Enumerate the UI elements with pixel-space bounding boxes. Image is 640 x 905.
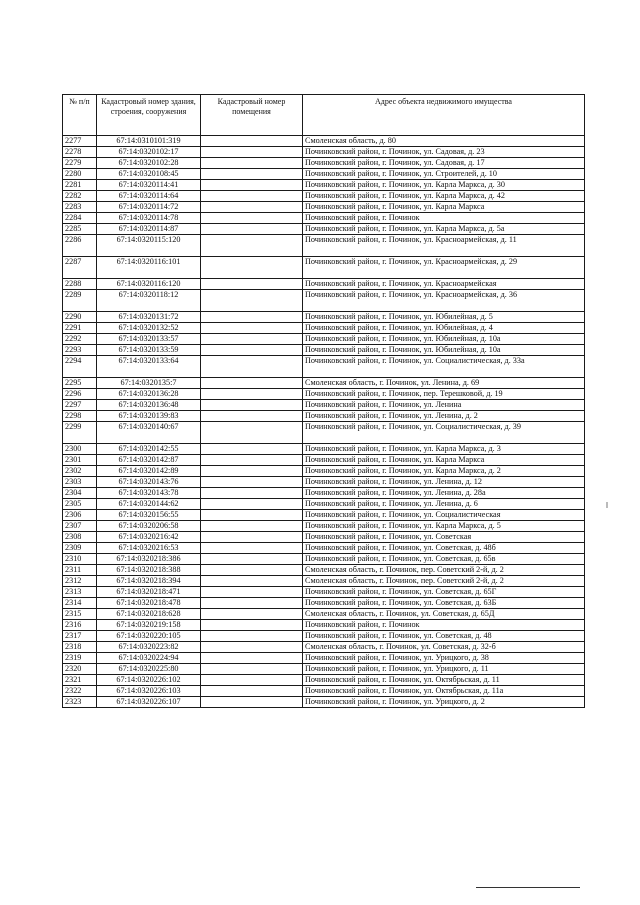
object-address: Починковский район, г. Починок, ул. Октябрьская, д. 11 [303,675,585,686]
row-number: 2294 [63,356,97,378]
room-cadastral-number [201,158,303,169]
building-cadastral-number: 67:14:0320144:62 [97,499,201,510]
object-address: Починковский район, г. Починок, ул. Юбилейная, д. 4 [303,323,585,334]
building-cadastral-number: 67:14:0320139:83 [97,411,201,422]
table-row [63,521,585,532]
building-cadastral-number: 67:14:0320156:55 [97,510,201,521]
building-cadastral-number: 67:14:0320135:7 [97,378,201,389]
row-number: 2289 [63,290,97,312]
building-cadastral-number: 67:14:0320220:105 [97,631,201,642]
table-row [63,477,585,488]
building-cadastral-number: 67:14:0320116:120 [97,279,201,290]
object-address: Починковский район, г. Починок, ул. Юбилейная, д. 5 [303,312,585,323]
object-address: Смоленская область, г. Починок, ул. Ленина, д. 69 [303,378,585,389]
object-address: Починковский район, г. Починок, ул. Советская, д. 63Б [303,598,585,609]
row-number: 2305 [63,499,97,510]
room-cadastral-number [201,631,303,642]
object-address: Починковский район, г. Починок, ул. Карла Маркса, д. 2 [303,466,585,477]
building-cadastral-number: 67:14:0320133:64 [97,356,201,378]
room-cadastral-number [201,378,303,389]
table-row [63,565,585,576]
building-cadastral-number: 67:14:0320226:102 [97,675,201,686]
room-cadastral-number [201,664,303,675]
row-number: 2318 [63,642,97,653]
row-number: 2302 [63,466,97,477]
room-cadastral-number [201,180,303,191]
row-number: 2277 [63,136,97,147]
object-address: Починковский район, г. Починок, ул. Карла Маркса, д. 3 [303,444,585,455]
row-number: 2286 [63,235,97,257]
building-cadastral-number: 67:14:0320143:76 [97,477,201,488]
room-cadastral-number [201,389,303,400]
object-address: Починковский район, г. Починок, ул. Карла Маркса [303,455,585,466]
object-address: Починковский район, г. Починок, ул. Социалистическая [303,510,585,521]
row-number: 2312 [63,576,97,587]
header-address: Адрес объекта недвижимого имущества [303,95,585,136]
object-address: Починковский район, г. Починок, ул. Красноармейская, д. 11 [303,235,585,257]
object-address: Починковский район, г. Починок, ул. Октябрьская, д. 11а [303,686,585,697]
table-row [63,488,585,499]
row-number: 2295 [63,378,97,389]
building-cadastral-number: 67:14:0320102:17 [97,147,201,158]
object-address: Починковский район, г. Починок, ул. Советская [303,532,585,543]
room-cadastral-number [201,697,303,708]
room-cadastral-number [201,147,303,158]
row-number: 2319 [63,653,97,664]
row-number: 2298 [63,411,97,422]
table-row [63,598,585,609]
room-cadastral-number [201,279,303,290]
building-cadastral-number: 67:14:0320102:28 [97,158,201,169]
table-row [63,664,585,675]
room-cadastral-number [201,499,303,510]
row-number: 2311 [63,565,97,576]
object-address: Починковский район, г. Починок, ул. Советская, д. 65Г [303,587,585,598]
row-number: 2320 [63,664,97,675]
room-cadastral-number [201,257,303,279]
table-row [63,620,585,631]
building-cadastral-number: 67:14:0320108:45 [97,169,201,180]
table-row [63,389,585,400]
table-row [63,136,585,147]
table-row [63,334,585,345]
table-row [63,576,585,587]
room-cadastral-number [201,323,303,334]
table-row [63,191,585,202]
object-address: Починковский район, г. Починок, ул. Урицкого, д. 2 [303,697,585,708]
row-number: 2296 [63,389,97,400]
object-address: Починковский район, г. Починок, ул. Советская, д. 48 [303,631,585,642]
object-address: Смоленская область, г. Починок, пер. Советский 2-й, д. 2 [303,576,585,587]
object-address: Починковский район, г. Починок, ул. Юбилейная, д. 10а [303,334,585,345]
room-cadastral-number [201,686,303,697]
room-cadastral-number [201,587,303,598]
table-row [63,224,585,235]
object-address: Смоленская область, г. Починок, пер. Советский 2-й, д. 2 [303,565,585,576]
object-address: Смоленская область, г. Починок, ул. Советская, д. 65Д [303,609,585,620]
building-cadastral-number: 67:14:0320132:52 [97,323,201,334]
footer-rule [476,887,580,888]
object-address: Починковский район, г. Починок, ул. Ленина, д. 6 [303,499,585,510]
table-row [63,235,585,257]
row-number: 2297 [63,400,97,411]
table-row [63,279,585,290]
scan-mark [606,502,608,508]
row-number: 2307 [63,521,97,532]
row-number: 2313 [63,587,97,598]
row-number: 2282 [63,191,97,202]
room-cadastral-number [201,224,303,235]
row-number: 2292 [63,334,97,345]
room-cadastral-number [201,312,303,323]
table-row [63,169,585,180]
row-number: 2300 [63,444,97,455]
table-row [63,257,585,279]
building-cadastral-number: 67:14:0320118:12 [97,290,201,312]
table-row [63,290,585,312]
object-address: Починковский район, г. Починок, ул. Урицкого, д. 38 [303,653,585,664]
room-cadastral-number [201,521,303,532]
row-number: 2314 [63,598,97,609]
building-cadastral-number: 67:14:0310101:319 [97,136,201,147]
room-cadastral-number [201,136,303,147]
document-sheet [62,94,584,708]
room-cadastral-number [201,356,303,378]
table-row [63,356,585,378]
building-cadastral-number: 67:14:0320218:394 [97,576,201,587]
building-cadastral-number: 67:14:0320206:58 [97,521,201,532]
object-address: Починковский район, г. Починок, ул. Советская, д. 48б [303,543,585,554]
row-number: 2287 [63,257,97,279]
row-number: 2290 [63,312,97,323]
row-number: 2323 [63,697,97,708]
row-number: 2285 [63,224,97,235]
object-address: Починковский район, г. Починок, ул. Советская, д. 65в [303,554,585,565]
row-number: 2281 [63,180,97,191]
room-cadastral-number [201,191,303,202]
building-cadastral-number: 67:14:0320142:55 [97,444,201,455]
table-row [63,411,585,422]
table-row [63,455,585,466]
row-number: 2299 [63,422,97,444]
table-row [63,609,585,620]
row-number: 2321 [63,675,97,686]
object-address: Починковский район, г. Починок, ул. Урицкого, д. 11 [303,664,585,675]
building-cadastral-number: 67:14:0320131:72 [97,312,201,323]
row-number: 2284 [63,213,97,224]
row-number: 2304 [63,488,97,499]
object-address: Починковский район, г. Починок, ул. Карла Маркса [303,202,585,213]
building-cadastral-number: 67:14:0320136:48 [97,400,201,411]
table-body [63,136,585,708]
table-row [63,180,585,191]
table-row [63,675,585,686]
table-row [63,653,585,664]
room-cadastral-number [201,642,303,653]
building-cadastral-number: 67:14:0320226:103 [97,686,201,697]
table-row [63,466,585,477]
table-row [63,499,585,510]
table-row [63,400,585,411]
row-number: 2280 [63,169,97,180]
row-number: 2308 [63,532,97,543]
object-address: Смоленская область, д. 80 [303,136,585,147]
building-cadastral-number: 67:14:0320142:89 [97,466,201,477]
building-cadastral-number: 67:14:0320225:80 [97,664,201,675]
building-cadastral-number: 67:14:0320226:107 [97,697,201,708]
row-number: 2278 [63,147,97,158]
row-number: 2306 [63,510,97,521]
table-header-row [63,95,585,136]
object-address: Починковский район, г. Починок, ул. Красноармейская, д. 29 [303,257,585,279]
building-cadastral-number: 67:14:0320216:42 [97,532,201,543]
table-row [63,312,585,323]
table-row [63,158,585,169]
table-row [63,147,585,158]
room-cadastral-number [201,532,303,543]
building-cadastral-number: 67:14:0320143:78 [97,488,201,499]
building-cadastral-number: 67:14:0320140:67 [97,422,201,444]
row-number: 2317 [63,631,97,642]
building-cadastral-number: 67:14:0320133:57 [97,334,201,345]
room-cadastral-number [201,488,303,499]
row-number: 2315 [63,609,97,620]
table-row [63,697,585,708]
object-address: Починковский район, г. Починок, ул. Карла Маркса, д. 42 [303,191,585,202]
row-number: 2309 [63,543,97,554]
object-address: Починковский район, г. Починок, ул. Красноармейская, д. 36 [303,290,585,312]
building-cadastral-number: 67:14:0320218:471 [97,587,201,598]
object-address: Починковский район, г. Починок, ул. Ленина, д. 12 [303,477,585,488]
room-cadastral-number [201,202,303,213]
building-cadastral-number: 67:14:0320142:87 [97,455,201,466]
building-cadastral-number: 67:14:0320218:386 [97,554,201,565]
room-cadastral-number [201,576,303,587]
room-cadastral-number [201,169,303,180]
object-address: Починковский район, г. Починок [303,213,585,224]
room-cadastral-number [201,400,303,411]
room-cadastral-number [201,565,303,576]
object-address: Починковский район, г. Починок, ул. Карла Маркса, д. 5 [303,521,585,532]
object-address: Починковский район, г. Починок, ул. Строителей, д. 10 [303,169,585,180]
room-cadastral-number [201,598,303,609]
object-address: Починковский район, г. Починок, ул. Красноармейская [303,279,585,290]
room-cadastral-number [201,235,303,257]
room-cadastral-number [201,213,303,224]
room-cadastral-number [201,411,303,422]
building-cadastral-number: 67:14:0320223:82 [97,642,201,653]
row-number: 2303 [63,477,97,488]
room-cadastral-number [201,543,303,554]
building-cadastral-number: 67:14:0320114:87 [97,224,201,235]
table-row [63,202,585,213]
table-row [63,444,585,455]
table-row [63,554,585,565]
room-cadastral-number [201,653,303,664]
table-row [63,642,585,653]
building-cadastral-number: 67:14:0320115:120 [97,235,201,257]
building-cadastral-number: 67:14:0320114:78 [97,213,201,224]
table-row [63,510,585,521]
table-row [63,378,585,389]
room-cadastral-number [201,620,303,631]
room-cadastral-number [201,422,303,444]
table-row [63,631,585,642]
table-row [63,422,585,444]
table-row [63,686,585,697]
object-address: Починковский район, г. Починок, ул. Садовая, д. 23 [303,147,585,158]
table-row [63,323,585,334]
object-address: Починковский район, г. Починок, ул. Ленина, д. 28а [303,488,585,499]
header-number: № п/п [63,95,97,136]
table-row [63,345,585,356]
building-cadastral-number: 67:14:0320114:72 [97,202,201,213]
object-address: Починковский район, г. Починок, ул. Ленина, д. 2 [303,411,585,422]
table-row [63,587,585,598]
table-row [63,543,585,554]
header-room-cadastral: Кадастровый номер помещения [201,95,303,136]
room-cadastral-number [201,609,303,620]
room-cadastral-number [201,675,303,686]
object-address: Починковский район, г. Починок, ул. Юбилейная, д. 10а [303,345,585,356]
room-cadastral-number [201,455,303,466]
room-cadastral-number [201,345,303,356]
room-cadastral-number [201,466,303,477]
object-address: Смоленская область, г. Починок, ул. Советская, д. 32-б [303,642,585,653]
room-cadastral-number [201,510,303,521]
building-cadastral-number: 67:14:0320224:94 [97,653,201,664]
row-number: 2316 [63,620,97,631]
object-address: Починковский район, г. Починок, ул. Социалистическая, д. 33а [303,356,585,378]
row-number: 2279 [63,158,97,169]
building-cadastral-number: 67:14:0320114:64 [97,191,201,202]
room-cadastral-number [201,554,303,565]
row-number: 2322 [63,686,97,697]
room-cadastral-number [201,290,303,312]
room-cadastral-number [201,477,303,488]
building-cadastral-number: 67:14:0320136:28 [97,389,201,400]
header-building-cadastral: Кадастровый номер здания, строения, сооружения [97,95,201,136]
room-cadastral-number [201,444,303,455]
object-address: Починковский район, г. Починок, ул. Карла Маркса, д. 5а [303,224,585,235]
building-cadastral-number: 67:14:0320219:158 [97,620,201,631]
building-cadastral-number: 67:14:0320218:478 [97,598,201,609]
building-cadastral-number: 67:14:0320114:41 [97,180,201,191]
building-cadastral-number: 67:14:0320133:59 [97,345,201,356]
row-number: 2301 [63,455,97,466]
building-cadastral-number: 67:14:0320116:101 [97,257,201,279]
room-cadastral-number [201,334,303,345]
property-register-table [62,94,585,708]
object-address: Починковский район, г. Починок [303,620,585,631]
row-number: 2288 [63,279,97,290]
row-number: 2310 [63,554,97,565]
row-number: 2293 [63,345,97,356]
object-address: Починковский район, г. Починок, ул. Социалистическая, д. 39 [303,422,585,444]
object-address: Починковский район, г. Починок, ул. Ленина [303,400,585,411]
row-number: 2283 [63,202,97,213]
object-address: Починковский район, г. Починок, ул. Карла Маркса, д. 30 [303,180,585,191]
row-number: 2291 [63,323,97,334]
building-cadastral-number: 67:14:0320218:628 [97,609,201,620]
object-address: Починковский район, г. Починок, ул. Садовая, д. 17 [303,158,585,169]
building-cadastral-number: 67:14:0320218:388 [97,565,201,576]
table-row [63,532,585,543]
building-cadastral-number: 67:14:0320216:53 [97,543,201,554]
object-address: Починковский район, г. Починок, пер. Терешковой, д. 19 [303,389,585,400]
table-row [63,213,585,224]
